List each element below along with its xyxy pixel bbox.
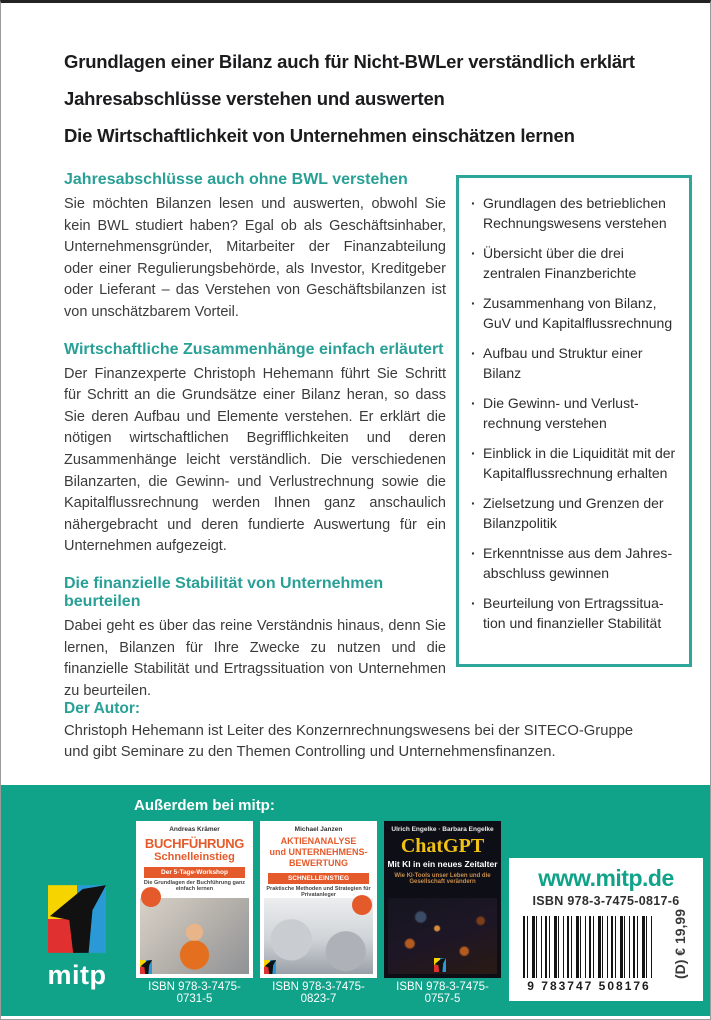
- list-item: · Die Gewinn- und Verlustrechnung verstehen: [471, 394, 679, 433]
- cover3-tagline: Wie KI-Tools unser Leben und die Gesellschaft verändern: [394, 873, 491, 885]
- section-heading-2: Wirtschaftliche Zusammenhänge einfach erläutert: [64, 340, 444, 358]
- bullet-icon: ·: [471, 595, 476, 611]
- cover1-banner: Der 5-Tage-Workshop: [144, 867, 245, 878]
- list-item: · Grundlagen des betrieblichen Rechnungswesens verstehen: [471, 194, 679, 233]
- ean-barcode-icon: [523, 916, 655, 978]
- headline-1: Grundlagen einer Bilanz auch für Nicht-BWLer verständlich erklärt: [64, 51, 635, 72]
- mitp-wordmark: mitp: [47, 960, 107, 990]
- cover3-isbn: ISBN 978-3-7475-0757-5: [396, 981, 489, 1005]
- cover2-tagline: Praktische Methoden und Strategien für Privatanleger: [266, 886, 371, 898]
- barcode-box: [509, 858, 703, 1001]
- also-available-label: Außerdem bei mitp:: [134, 797, 275, 814]
- bullet-icon: ·: [471, 295, 476, 311]
- bullet-icon: ·: [471, 545, 476, 561]
- book-cover-aktienanalyse: [260, 821, 377, 978]
- list-item: · Beurteilung von Ertragssituation und finanzieller Stabilität: [471, 594, 679, 633]
- mitp-publisher-logo: [47, 885, 107, 991]
- section-body-2: Der Finanzexperte Christoph Hehemann führt Sie Schritt für Schritt an die Grundsätze einer Bilanz heran, so dass Sie deren Aufbau und Elemente verstehen. Er erklärt die nötigen wirtschaftlichen Begrifflichkeiten und deren Zusammenhänge leicht verständlich. Die verschiedenen Bilanzarten, die Gewinn- und Verlustrechnung sowie die Kapitalflussrechnung werden Ihnen ganz anschaulich nähergebracht und deren fundierte Auswertung für ein Unternehmen aufgezeigt.: [64, 365, 446, 555]
- mitp-mini-logo-icon: [264, 960, 276, 974]
- author-label: Der Autor:: [64, 700, 141, 717]
- cover1-author: Andreas Krämer: [169, 826, 220, 833]
- mitp-logo-icon: [48, 885, 106, 953]
- cover2-title: AKTIENANALYSE und UNTERNEHMENS- BEWERTUNG: [269, 836, 368, 868]
- headline-block: [64, 43, 670, 154]
- book-cover-chatgpt: [384, 821, 501, 978]
- cover1-title: BUCHFÜHRUNG: [144, 836, 245, 851]
- cover1-tagline: Die Grundlagen der Buchführung ganz einfach lernen: [143, 880, 246, 892]
- isbn-number: ISBN 978-3-7475-0817-6: [532, 894, 680, 908]
- publisher-url: www.mitp.de: [538, 865, 674, 891]
- list-item: · Zielsetzung und Grenzen der Bilanzpolitik: [471, 494, 679, 533]
- section-heading-1: Jahresabschlüsse auch ohne BWL verstehen: [64, 171, 408, 188]
- bullet-icon: ·: [471, 195, 476, 211]
- barcode-digits: 9 783747 508176: [527, 979, 651, 993]
- bullet-icon: ·: [471, 245, 476, 261]
- description-column: [64, 171, 446, 719]
- promo-badge-icon: [352, 895, 372, 915]
- mitp-mini-logo-icon: [434, 958, 446, 972]
- author-bio: Christoph Hehemann ist Leiter des Konzernrechnungswesens bei der SITECO-Gruppe und gibt Seminare zu den Themen Controlling und Unternehmensfinanzen.: [64, 723, 634, 760]
- cover2-banner: SCHNELLEINSTIEG: [268, 873, 369, 884]
- headline-2: Jahresabschlüsse verstehen und auswerten: [64, 88, 445, 109]
- list-item: · Aufbau und Struktur einer Bilanz: [471, 344, 679, 383]
- bullet-icon: ·: [471, 395, 476, 411]
- cover3-subtitle: Mit KI in ein neues Zeitalter: [387, 859, 498, 869]
- cover1-isbn: ISBN 978-3-7475-0731-5: [148, 981, 241, 1005]
- cover1-photo: [140, 898, 249, 974]
- mitp-mini-logo-icon: [140, 960, 152, 974]
- promo-badge-icon: [141, 887, 161, 907]
- price-label: (D) € 19,99: [672, 908, 688, 980]
- cover2-author: Michael Janzen: [294, 826, 343, 833]
- list-item: · Erkenntnisse aus dem Jahresabschluss gewinnen: [471, 544, 679, 583]
- cover3-authors: Ulrich Engelke · Barbara Engelke: [391, 826, 494, 833]
- list-item: · Zusammenhang von Bilanz, GuV und Kapitalflussrechnung: [471, 294, 679, 333]
- list-item: · Übersicht über die drei zentralen Finanzberichte: [471, 244, 679, 283]
- book-cover-buchfuehrung: [136, 821, 253, 978]
- section-body-3: Dabei geht es über das reine Verständnis hinaus, denn Sie lernen, Bilanzen für Ihre Zwecke zu nutzen und die finanzielle Stabilität und Ertragssituation von Unternehmen zu beurteilen.: [64, 617, 446, 699]
- section-heading-3: Die finanzielle Stabilität von Unternehmen beurteilen: [64, 574, 384, 610]
- list-item: · Einblick in die Liquidität mit der Kapitalflussrechnung erhalten: [471, 444, 679, 483]
- headline-3: Die Wirtschaftlichkeit von Unternehmen einschätzen lernen: [64, 125, 575, 146]
- cover2-isbn: ISBN 978-3-7475-0823-7: [272, 981, 365, 1005]
- cover3-title: ChatGPT: [400, 835, 485, 857]
- section-body-1: Sie möchten Bilanzen lesen und auswerten, obwohl Sie kein BWL studiert haben? Egal ob als Geschäftsinhaber, Unternehmensgründer, Mitarbeiter der Finanzabteilung oder einer Regulierungsbehörde, als Investor, Kreditgeber oder Lieferant – das Verstehen von Geschäftsbilanzen ist von unschätzbarem Vorteil.: [64, 196, 446, 320]
- key-topics-box: [456, 175, 692, 667]
- bullet-icon: ·: [471, 495, 476, 511]
- cover1-subtitle: Schnelleinstieg: [154, 851, 235, 863]
- author-section: [64, 700, 660, 763]
- publisher-footer-band: [1, 785, 710, 1016]
- bullet-icon: ·: [471, 445, 476, 461]
- bullet-icon: ·: [471, 345, 476, 361]
